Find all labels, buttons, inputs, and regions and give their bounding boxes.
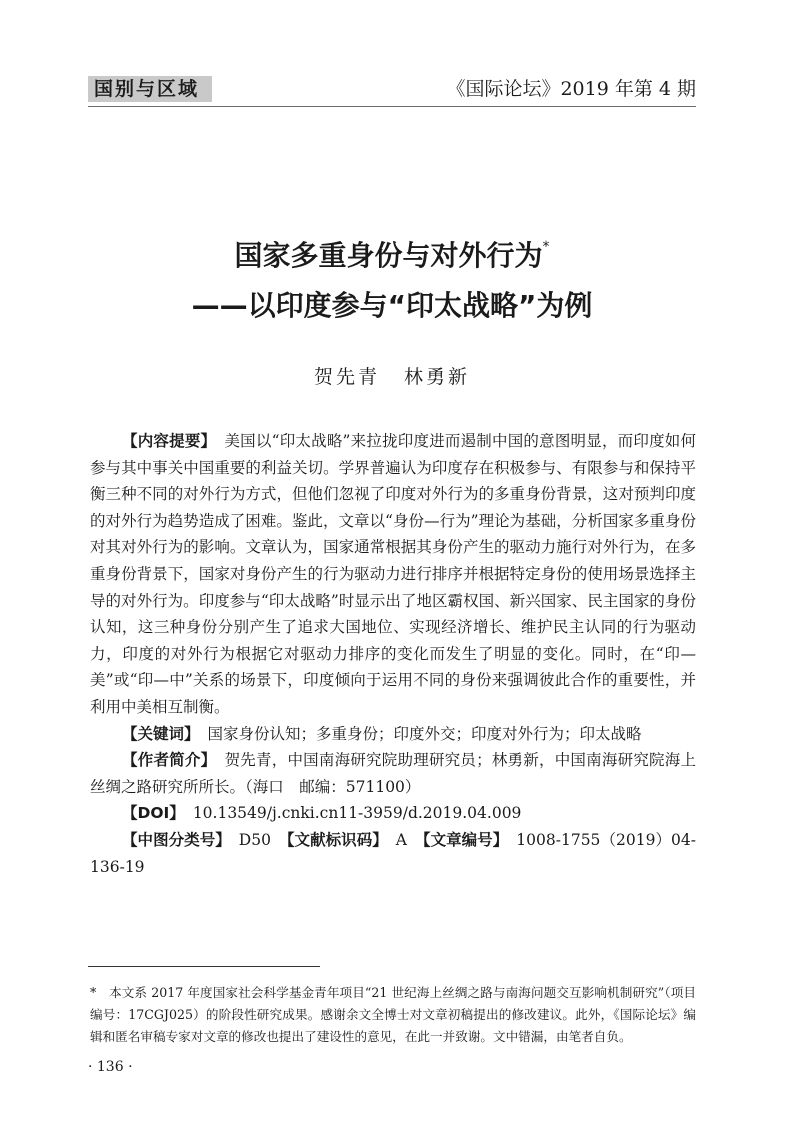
abstract-label: 【内容提要】 (122, 432, 217, 450)
doi-label: 【DOI】 (122, 804, 185, 823)
keywords-text: 国家身份认知；多重身份；印度外交；印度对外行为；印太战略 (207, 724, 642, 743)
doi (90, 800, 696, 827)
author-bio-text: 贺先青，中国南海研究院助理研究员；林勇新，中国南海研究院海上丝绸之路研究所所长。（海口 邮编：571100） (90, 751, 696, 796)
clc-value: D50 (238, 830, 271, 849)
article-number-value: 1008-1755（2019）04-136-19 (90, 830, 696, 876)
title-main-text: 国家多重身份与对外行为 (234, 239, 543, 272)
keywords (90, 721, 696, 748)
title-main (88, 222, 696, 281)
author-name: 林勇新 (404, 366, 471, 388)
article-title (88, 222, 696, 331)
clc-label: 【中图分类号】 (122, 830, 231, 849)
header-divider (88, 106, 696, 107)
section-tag: 国别与区域 (88, 76, 212, 102)
doc-code-label: 【文献标识码】 (278, 830, 388, 849)
doc-code-value: A (395, 830, 407, 849)
journal-issue: 《国际论坛》2019 年第 4 期 (446, 78, 696, 100)
abstract-text: 美国以“印太战略”来拉拢印度进而遏制中国的意图明显，而印度如何参与其中事关中国重要的利益关切。学界普遍认为印度存在积极参与、有限参与和保持平衡三种不同的对外行为方式，但他们忽视了印度对外行为的多重身份背景，这对预判印度的对外行为趋势造成了困难。鉴此，文章以“身份—行为”理论为基础，分析国家多重身份对其对外行为的影响。文章认为，国家通常根据其身份产生的驱动力施行对外行为，在多重身份背景下，国家对身份产生的行为驱动力进行排序并根据特定身份的使用场景选择主导的对外行为。印度参与“印太战略”时显示出了地区霸权国、新兴国家、民主国家的身份认知，这三种身份分别产生了追求大国地位、实现经济增长、维护民主认同的行为驱动力，印度的对外行为根据它对驱动力排序的变化而发生了明显的变化。同时，在“印—美”或“印—中”关系的场景下，印度倾向于运用不同的身份来强调彼此合作的重要性，并利用中美相互制衡。 (90, 432, 696, 716)
classification-line (90, 827, 696, 880)
doi-value: 10.13549/j.cnki.cn11-3959/d.2019.04.009 (192, 804, 522, 823)
title-footnote-mark: * (542, 239, 550, 255)
author-list (88, 362, 696, 389)
page-number: · 136 · (88, 1059, 133, 1075)
abstract (90, 428, 696, 721)
article-number-label: 【文章编号】 (414, 830, 509, 849)
author-name: 贺先青 (313, 366, 380, 388)
footnote: * 本文系 2017 年度国家社会科学基金青年项目“21 世纪海上丝绸之路与南海问题交互影响机制研究”（项目编号：17CGJ025）的阶段性研究成果。感谢余文全博士对文章初稿提出的修改建议。此外，《国际论坛》编辑和匿名审稿专家对文章的修改也提出了建设性的意见，在此一并致谢。文中错漏，由笔者自负。 (90, 985, 696, 1044)
author-bio-label: 【作者简介】 (122, 751, 217, 770)
footnote-divider (88, 966, 320, 967)
keywords-label: 【关键词】 (122, 724, 200, 743)
article-meta (90, 428, 696, 880)
title-subtitle: ——以印度参与“印太战略”为例 (191, 289, 593, 322)
author-bio (90, 747, 696, 800)
